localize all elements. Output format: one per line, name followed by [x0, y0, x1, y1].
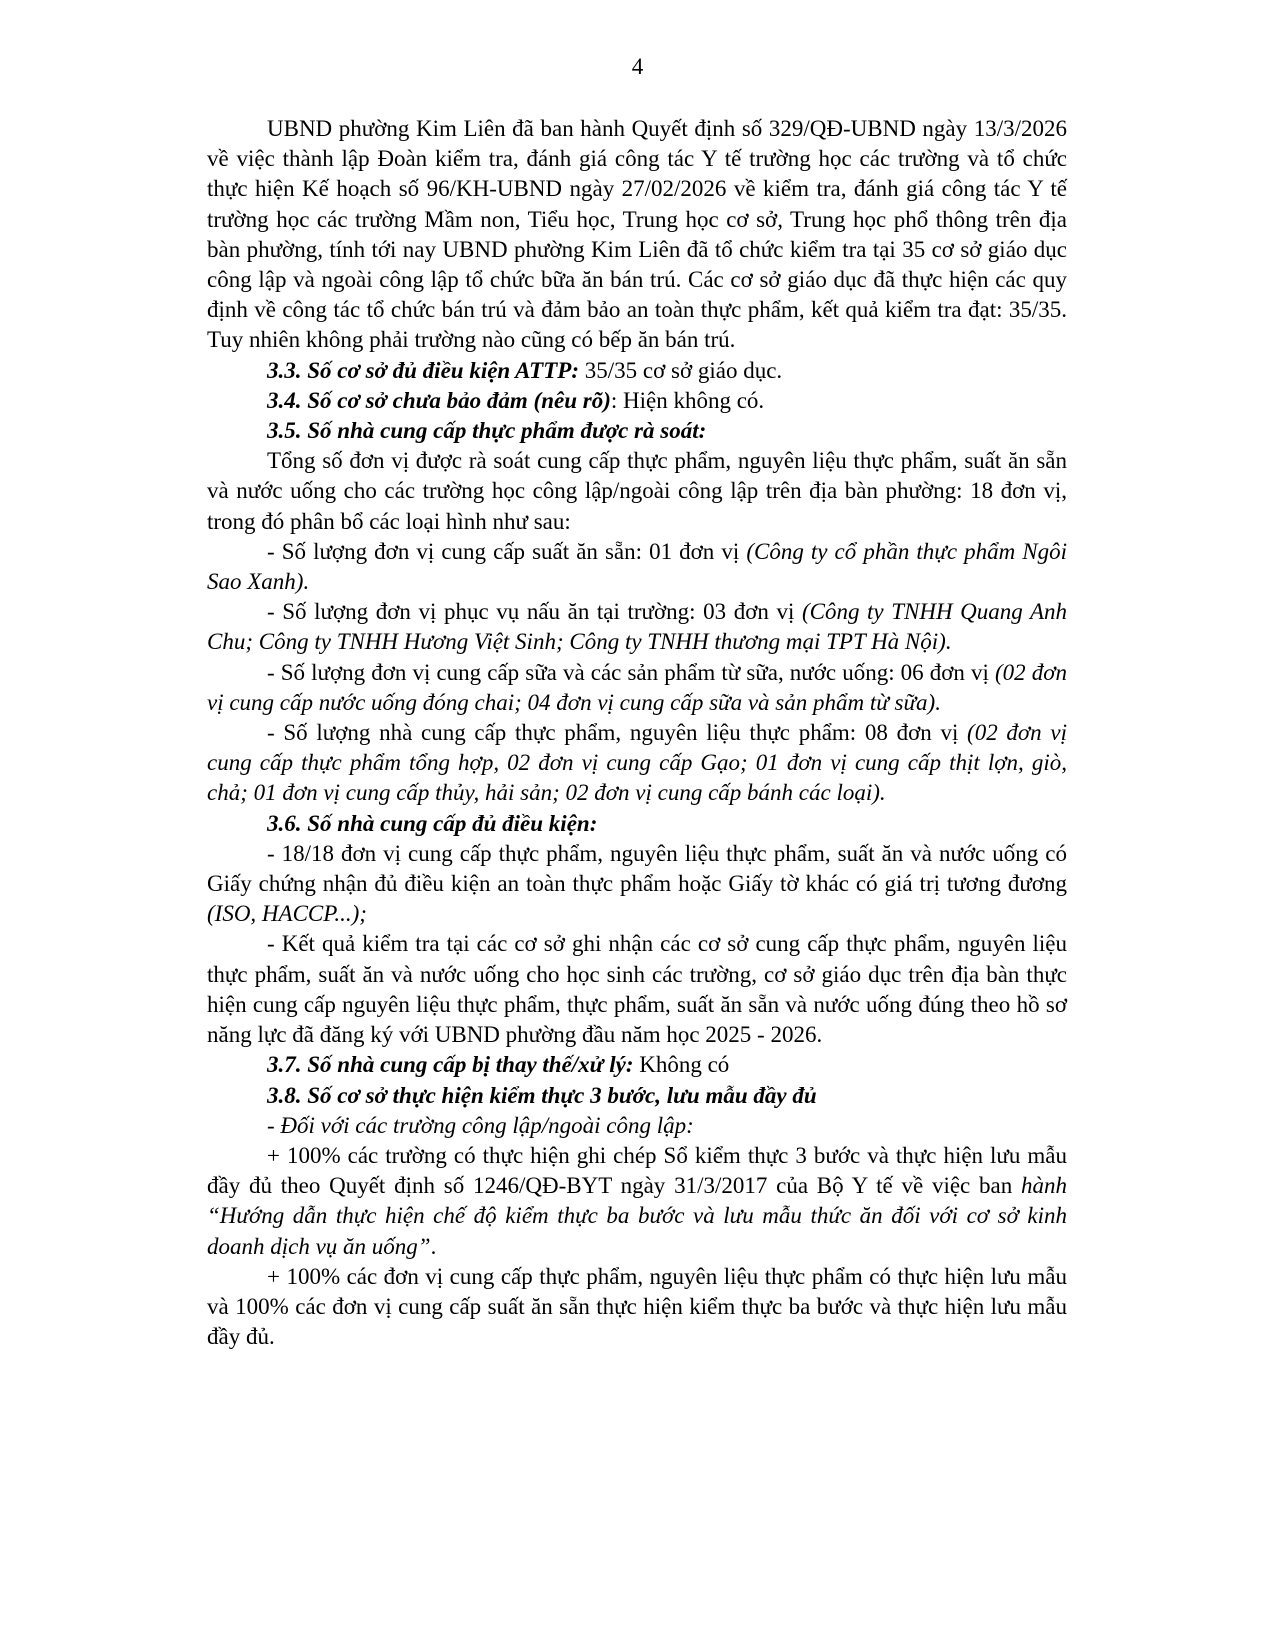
list-item-text: - Số lượng đơn vị cung cấp sữa và các sản phẩm từ sữa, nước uống: 06 đơn vị [267, 659, 995, 685]
list-item-text: - Số lượng nhà cung cấp thực phẩm, nguyên liệu thực phẩm: 08 đơn vị [267, 720, 968, 746]
list-item: - Kết quả kiểm tra tại các cơ sở ghi nhận các cơ sở cung cấp thực phẩm, nguyên liệu thực phẩm, suất ăn và nước uống cho học sinh các trường, cơ sở giáo dục trên địa bàn thực hiện cung cấp nguyên liệu thực phẩm, thực phẩm, suất ăn sẵn và nước uống đúng theo hồ sơ năng lực đã đăng ký với UBND phường đầu năm học 2025 - 2026. [207, 931, 1067, 1048]
section-heading: 3.5. Số nhà cung cấp thực phẩm được rà soát: [267, 418, 707, 444]
section-3-3 [207, 356, 1067, 386]
list-item-end: . [430, 1233, 437, 1259]
list-item [207, 537, 1067, 597]
list-item-detail: (ISO, HACCP...); [207, 901, 367, 927]
list-item-text: - 18/18 đơn vị cung cấp thực phẩm, nguyên liệu thực phẩm, suất ăn và nước uống có Giấy chứng nhận đủ điều kiện an toàn thực phẩm hoặc Giấy tờ khác có giá trị tương đương [207, 840, 1067, 897]
list-item-detail: (02 đơn vị cung cấp thực phẩm tổng hợp, 02 đơn vị cung cấp Gạo; 01 đơn vị cung cấp thịt lợn, giò, chả; 01 đơn vị cung cấp thủy, hải sản; 02 đơn vị cung cấp bánh các loại). [207, 720, 1067, 806]
document-body [207, 114, 1067, 1352]
intro-paragraph: UBND phường Kim Liên đã ban hành Quyết định số 329/QĐ-UBND ngày 13/3/2026 về việc thành lập Đoàn kiểm tra, đánh giá công tác Y tế trường học các trường và tổ chức thực hiện Kế hoạch số 96/KH-UBND ngày 27/02/2026 về kiểm tra, đánh giá công tác Y tế trường học các trường Mầm non, Tiểu học, Trung học cơ sở, Trung học phổ thông trên địa bàn phường, tính tới nay UBND phường Kim Liên đã tổ chức kiểm tra tại 35 cơ sở giáo dục công lập và ngoài công lập tổ chức bữa ăn bán trú. Các cơ sở giáo dục đã thực hiện các quy định về công tác tổ chức bán trú và đảm bảo an toàn thực phẩm, kết quả kiểm tra đạt: 35/35. Tuy nhiên không phải trường nào cũng có bếp ăn bán trú. [207, 116, 1067, 353]
subsection-label: - Đối với các trường công lập/ngoài công lập: [267, 1112, 694, 1138]
list-item [207, 1141, 1067, 1262]
section-text: 35/35 cơ sở giáo dục. [578, 357, 783, 383]
section-heading: 3.4. Số cơ sở chưa bảo đảm (nêu rõ) [267, 387, 611, 413]
list-item-detail: (02 đơn vị cung cấp nước uống đóng chai; 04 đơn vị cung cấp sữa và sản phẩm từ sữa). [207, 659, 1068, 715]
section-text: : Hiện không có. [610, 387, 765, 413]
list-item [207, 658, 1067, 718]
section-3-6 [207, 809, 1067, 839]
list-item-text: - Số lượng đơn vị cung cấp suất ăn sẵn: 01 đơn vị [267, 538, 747, 564]
list-item-text: - Số lượng đơn vị phục vụ nấu ăn tại trường: 03 đơn vị [267, 599, 802, 625]
section-heading: 3.8. Số cơ sở thực hiện kiểm thực 3 bước, lưu mẫu đầy đủ [267, 1082, 817, 1108]
section-text: Không có [633, 1052, 730, 1078]
list-item-text: + 100% các trường có thực hiện ghi chép Sổ kiểm thực 3 bước và thực hiện lưu mẫu đầy đủ theo Quyết định số 1246/QĐ-BYT ngày 31/3/2017 của Bộ Y tế về việc ban [207, 1142, 1067, 1199]
section-heading: 3.6. Số nhà cung cấp đủ điều kiện: [267, 810, 598, 836]
list-item-detail: (Công ty cổ phần thực phẩm Ngôi Sao Xanh). [207, 538, 1067, 595]
page-number: 4 [631, 54, 644, 79]
list-item [207, 597, 1067, 657]
list-item [207, 839, 1067, 930]
list-item [207, 718, 1067, 809]
section-3-8 [207, 1081, 1067, 1111]
list-item-detail: (Công ty TNHH Quang Anh Chu; Công ty TNHH Hương Việt Sinh; Công ty TNHH thương mại TPT Hà Nội). [207, 599, 1067, 655]
section-heading: 3.3. Số cơ sở đủ điều kiện ATTP: [267, 357, 579, 383]
section-3-4 [207, 386, 1067, 416]
list-item-detail: hành “Hướng dẫn thực hiện chế độ kiểm thực ba bước và lưu mẫu thức ăn đối với cơ sở kinh doanh dịch vụ ăn uống” [207, 1173, 1067, 1259]
suppliers-total-paragraph: Tổng số đơn vị được rà soát cung cấp thực phẩm, nguyên liệu thực phẩm, suất ăn sẵn và nước uống cho các trường học công lập/ngoài công lập trên địa bàn phường: 18 đơn vị, trong đó phân bổ các loại hình như sau: [207, 448, 1067, 534]
section-3-5 [207, 416, 1067, 446]
list-item: + 100% các đơn vị cung cấp thực phẩm, nguyên liệu thực phẩm có thực hiện lưu mẫu và 100% các đơn vị cung cấp suất ăn sẵn thực hiện kiểm thực ba bước và thực hiện lưu mẫu đầy đủ. [207, 1263, 1067, 1350]
section-3-7 [207, 1050, 1067, 1080]
section-heading: 3.7. Số nhà cung cấp bị thay thế/xử lý: [267, 1052, 634, 1078]
